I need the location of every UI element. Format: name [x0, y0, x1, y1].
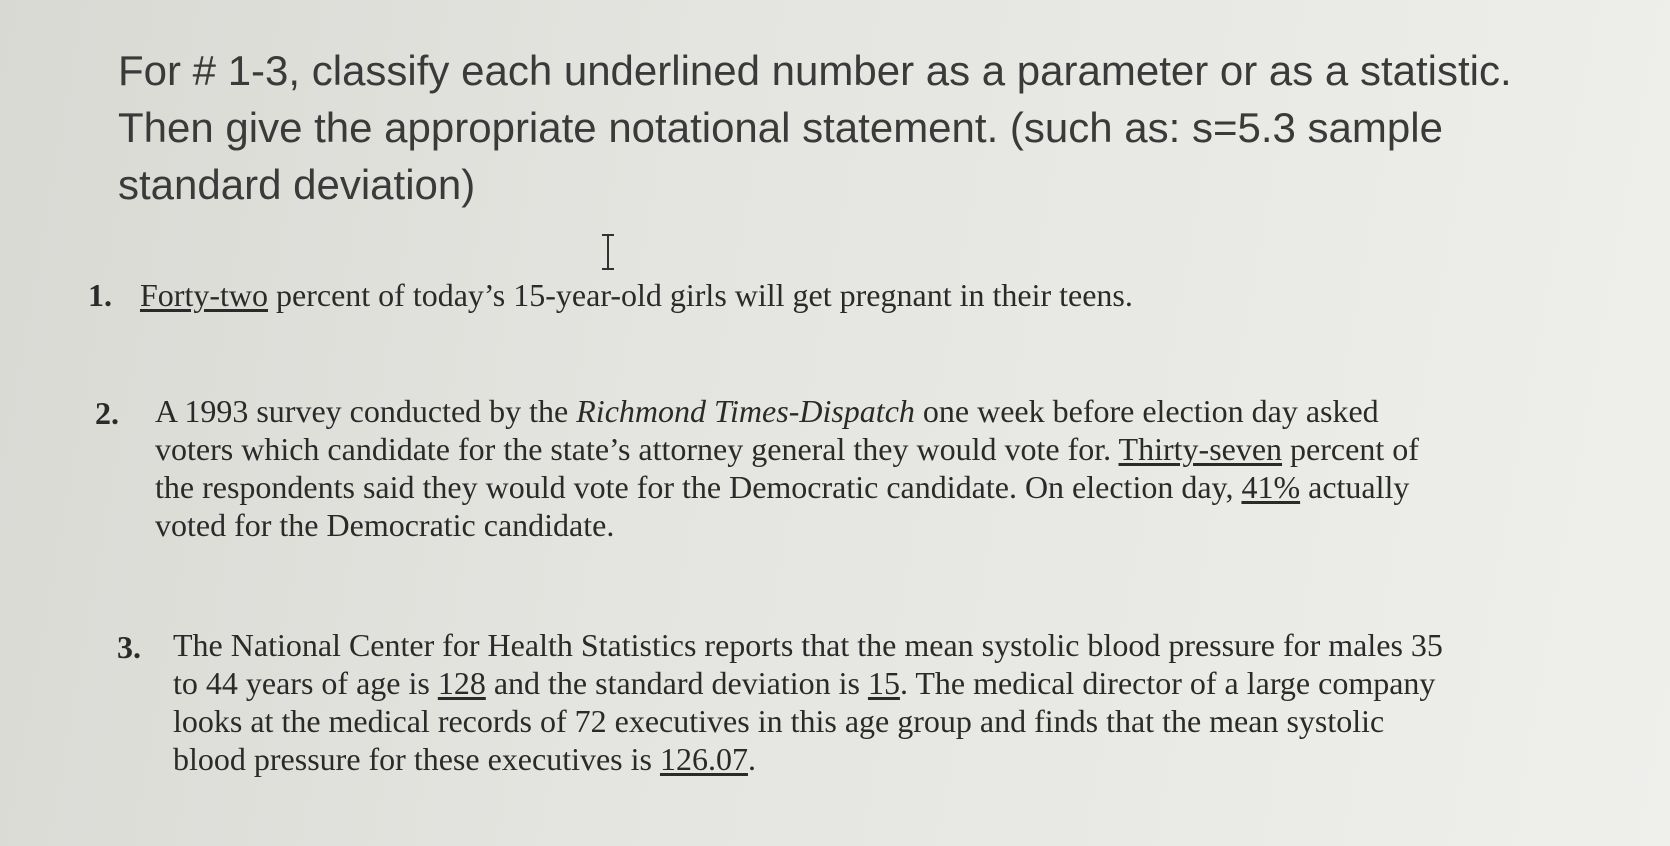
underlined-number: Forty-two — [140, 277, 268, 313]
problem-text: one week before election day asked — [914, 393, 1379, 429]
problem-text: . The medical director of a large company — [899, 665, 1436, 701]
underlined-number: 128 — [437, 665, 486, 701]
problem-text: voters which candidate for the state’s attorney general they would vote for. — [155, 431, 1119, 467]
problem-line — [155, 392, 1419, 430]
problem-line: voted for the Democratic candidate. — [155, 507, 615, 543]
problem-line — [140, 276, 1133, 314]
problem-1 — [88, 276, 1133, 314]
underlined-number: 41% — [1241, 469, 1301, 505]
instructions-line-1: For # 1-3, classify each underlined number as a parameter or as a statistic. — [118, 47, 1512, 94]
problem-text: the respondents said they would vote for the Democratic candidate. On election day, — [155, 469, 1242, 505]
problem-text: A 1993 survey conducted by the — [155, 393, 577, 429]
instructions — [118, 42, 1618, 213]
problem-line: The National Center for Health Statistics reports that the mean systolic blood pressure for males 35 — [173, 627, 1443, 663]
instructions-line-3: standard deviation) — [118, 161, 476, 208]
instructions-line-2: Then give the appropriate notational statement. (such as: s=5.3 sample — [118, 104, 1443, 151]
underlined-number: 126.07 — [659, 741, 748, 777]
underlined-number: Thirty-seven — [1118, 431, 1283, 467]
problem-line — [155, 430, 1419, 468]
problem-text: percent of today’s 15-year-old girls will get pregnant in their teens. — [268, 277, 1133, 313]
text-cursor-icon — [598, 232, 618, 272]
problem-text: actually — [1300, 469, 1410, 505]
problem-3 — [117, 626, 1443, 778]
problem-text: blood pressure for these executives is — [173, 741, 660, 777]
problem-line — [173, 740, 1443, 778]
problem-text: . — [747, 741, 756, 777]
problem-2 — [95, 392, 1419, 544]
problem-number: 3. — [117, 629, 141, 665]
underlined-number: 15 — [867, 665, 900, 701]
newspaper-title: Richmond Times-Dispatch — [576, 393, 915, 429]
problem-number: 1. — [88, 277, 112, 313]
problem-text: and the standard deviation is — [485, 665, 868, 701]
problem-line — [155, 468, 1419, 506]
problem-number: 2. — [95, 395, 119, 431]
problem-text: percent of — [1282, 431, 1419, 467]
problem-line — [173, 664, 1443, 702]
problem-line: looks at the medical records of 72 executives in this age group and finds that the mean systolic — [173, 703, 1385, 739]
problem-text: to 44 years of age is — [173, 665, 438, 701]
